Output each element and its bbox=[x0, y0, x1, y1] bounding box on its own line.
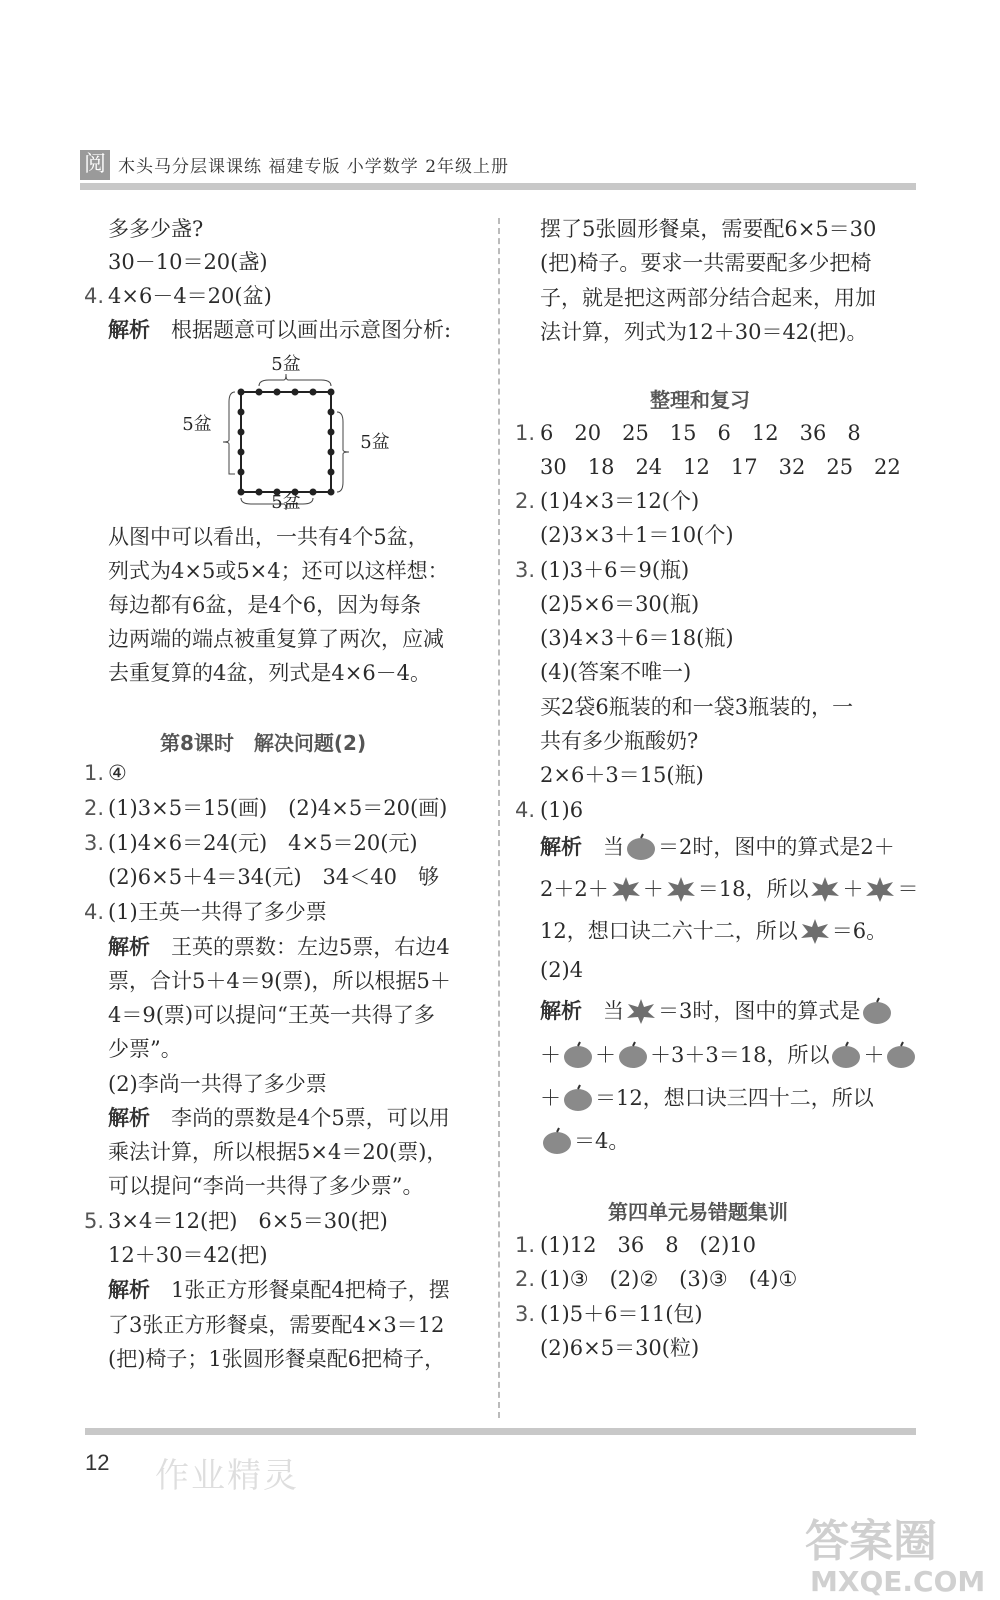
answer-line: (2)5×6＝30(瓶) bbox=[540, 592, 700, 616]
analysis-line: (把)椅子。要求一共需要配多少把椅 bbox=[540, 251, 872, 275]
column-divider bbox=[498, 218, 500, 1418]
apple-icon bbox=[616, 1040, 650, 1070]
answer-line: (2)6×5＋4＝34(元) 34＜40 够 bbox=[108, 865, 439, 889]
analysis-line: 了3张正方形餐桌，需要配4×3＝12 bbox=[108, 1313, 445, 1337]
answer-line: 6 20 25 15 6 12 36 8 bbox=[540, 421, 861, 445]
answer-line: (1)4×6＝24(元) 4×5＝20(元) bbox=[108, 831, 418, 855]
answer-line: (2)6×5＝30(粒) bbox=[540, 1336, 700, 1360]
question-number: 5. bbox=[84, 1209, 105, 1233]
maple-leaf-icon bbox=[808, 874, 842, 904]
answer-line: (1)王英一共得了多少票 bbox=[108, 900, 327, 924]
answer-line: (1)12 36 8 (2)10 bbox=[540, 1233, 757, 1257]
answer-line: (1)3＋6＝9(瓶) bbox=[540, 558, 690, 582]
analysis-line: 12，想口诀二六十二，所以 ＝6。 bbox=[540, 916, 887, 946]
section-title-review: 整理和复习 bbox=[650, 388, 750, 412]
analysis-line: 列式为4×5或5×4；还可以这样想： bbox=[108, 559, 449, 583]
analysis-line: 从图中可以看出，一共有4个5盆， bbox=[108, 525, 429, 549]
page-number: 12 bbox=[85, 1450, 110, 1475]
analysis-line: 乘法计算，所以根据5×4＝20(票)， bbox=[108, 1140, 448, 1164]
analysis-line: 少票”。 bbox=[108, 1037, 182, 1061]
analysis-line: ＝4。 bbox=[540, 1126, 629, 1156]
apple-icon bbox=[540, 1126, 574, 1156]
question-number: 2. bbox=[515, 489, 536, 513]
footer-rule bbox=[85, 1428, 916, 1435]
analysis-label: 解析 bbox=[540, 835, 582, 859]
maple-leaf-icon bbox=[624, 996, 658, 1026]
analysis-line: ＋ ＝12，想口诀三四十二，所以 bbox=[540, 1083, 874, 1113]
question-number: 4. bbox=[515, 798, 536, 822]
answer-line: (1)③ (2)② (3)③ (4)① bbox=[540, 1267, 798, 1291]
apple-icon bbox=[561, 1083, 595, 1113]
maple-leaf-icon bbox=[863, 874, 897, 904]
question-number: 2. bbox=[515, 1267, 536, 1291]
analysis-line: 4＝9(票)可以提问“王英一共得了多 bbox=[108, 1003, 435, 1027]
analysis-label: 解析 bbox=[540, 999, 582, 1023]
question-number: 4. bbox=[84, 284, 105, 308]
analysis-line: 子，就是把这两部分结合起来，用加 bbox=[540, 286, 876, 310]
apple-icon bbox=[884, 1040, 918, 1070]
analysis-label: 解析 bbox=[108, 935, 150, 959]
analysis-line: 摆了5张圆形餐桌，需要配6×5＝30 bbox=[540, 217, 877, 241]
question-number: 1. bbox=[515, 421, 536, 445]
answer-line: (3)4×3＋6＝18(瓶) bbox=[540, 626, 734, 650]
maple-leaf-icon bbox=[609, 874, 643, 904]
analysis-line: (把)椅子；1张圆形餐桌配6把椅子， bbox=[108, 1347, 446, 1371]
watermark-logo: 答案圈 bbox=[805, 1516, 937, 1567]
question-number: 4. bbox=[84, 900, 105, 924]
analysis-line: 2＋2＋ ＋ ＝18，所以 ＋ ＝ bbox=[540, 874, 918, 904]
analysis-label: 解析 bbox=[108, 318, 150, 342]
answer-line: (1)6 bbox=[540, 798, 584, 822]
answer-line: 2×6＋3＝15(瓶) bbox=[540, 763, 704, 787]
apple-icon bbox=[860, 996, 894, 1026]
answer-line: (2)李尚一共得了多少票 bbox=[108, 1072, 327, 1096]
header-rule bbox=[80, 183, 916, 190]
answer-line: 4×6－4＝20(盆) bbox=[108, 284, 272, 308]
answer-line: 12＋30＝42(把) bbox=[108, 1243, 268, 1267]
question-number: 1. bbox=[84, 761, 105, 785]
answer-line: 30 18 24 12 17 32 25 22 bbox=[540, 455, 901, 479]
analysis-line: 每边都有6盆，是4个6，因为每条 bbox=[108, 593, 422, 617]
question-number: 1. bbox=[515, 1233, 536, 1257]
diagram-label-right: 5盆 bbox=[360, 432, 390, 453]
apple-icon bbox=[829, 1040, 863, 1070]
flowerpot-square-diagram bbox=[175, 350, 405, 525]
analysis-line: ＋ ＋ ＋3＋3＝18，所以 ＋ bbox=[540, 1040, 918, 1070]
answer-line: 共有多少瓶酸奶? bbox=[540, 729, 699, 753]
answer-line: (1)3×5＝15(画) (2)4×5＝20(画) bbox=[108, 796, 448, 820]
question-number: 3. bbox=[84, 831, 105, 855]
watermark-url: MXQE.COM bbox=[810, 1565, 986, 1598]
apple-icon bbox=[624, 832, 658, 862]
analysis-line: 解析 当 ＝2时，图中的算式是2＋ bbox=[540, 832, 895, 862]
book-logo-icon: 阅 bbox=[80, 150, 110, 180]
analysis-line: 可以提问“李尚一共得了多少票”。 bbox=[108, 1174, 424, 1198]
question-number: 3. bbox=[515, 558, 536, 582]
watermark: 作业精灵 bbox=[155, 1456, 299, 1496]
analysis-line: 解析 1张正方形餐桌配4把椅子，摆 bbox=[108, 1278, 450, 1302]
apple-icon bbox=[561, 1040, 595, 1070]
analysis-line: 解析 当 ＝3时，图中的算式是 bbox=[540, 996, 894, 1026]
section-title-errors: 第四单元易错题集训 bbox=[608, 1200, 788, 1224]
answer-line: (1)4×3＝12(个) bbox=[540, 489, 700, 513]
analysis-line: 去重复算的4盆，列式是4×6－4。 bbox=[108, 661, 432, 685]
maple-leaf-icon bbox=[798, 916, 832, 946]
answer-line: (1)5＋6＝11(包) bbox=[540, 1302, 703, 1326]
question-number: 2. bbox=[84, 796, 105, 820]
diagram-label-left: 5盆 bbox=[182, 414, 212, 435]
answer-line: (2)3×3＋1＝10(个) bbox=[540, 523, 734, 547]
analysis-label: 解析 bbox=[108, 1106, 150, 1130]
text-line: 30－10＝20(盏) bbox=[108, 250, 268, 274]
analysis-line: 边两端的端点被重复算了两次，应减 bbox=[108, 627, 444, 651]
section-title-lesson8: 第8课时 解决问题(2) bbox=[160, 731, 367, 755]
analysis-line: 票，合计5＋4＝9(票)，所以根据5＋ bbox=[108, 969, 451, 993]
answer-line: 买2袋6瓶装的和一袋3瓶装的，一 bbox=[540, 695, 854, 719]
analysis-label: 解析 bbox=[108, 1278, 150, 1302]
analysis-line: 解析 根据题意可以画出示意图分析: bbox=[108, 318, 452, 342]
diagram-label-bottom: 5盆 bbox=[271, 492, 301, 513]
analysis-line: 解析 王英的票数：左边5票，右边4 bbox=[108, 935, 450, 959]
answer-line: (4)(答案不唯一) bbox=[540, 660, 692, 684]
header-title: 木头马分层课课练 福建专版 小学数学 2年级上册 bbox=[118, 157, 510, 177]
maple-leaf-icon bbox=[664, 874, 698, 904]
answer-line: (2)4 bbox=[540, 958, 584, 982]
text-line: 多多少盏? bbox=[108, 217, 204, 241]
diagram-label-top: 5盆 bbox=[271, 354, 301, 375]
answer-line: 3×4＝12(把) 6×5＝30(把) bbox=[108, 1209, 388, 1233]
answer-line: ④ bbox=[108, 761, 127, 785]
analysis-line: 法计算，列式为12＋30＝42(把)。 bbox=[540, 320, 868, 344]
analysis-line: 解析 李尚的票数是4个5票，可以用 bbox=[108, 1106, 450, 1130]
question-number: 3. bbox=[515, 1302, 536, 1326]
